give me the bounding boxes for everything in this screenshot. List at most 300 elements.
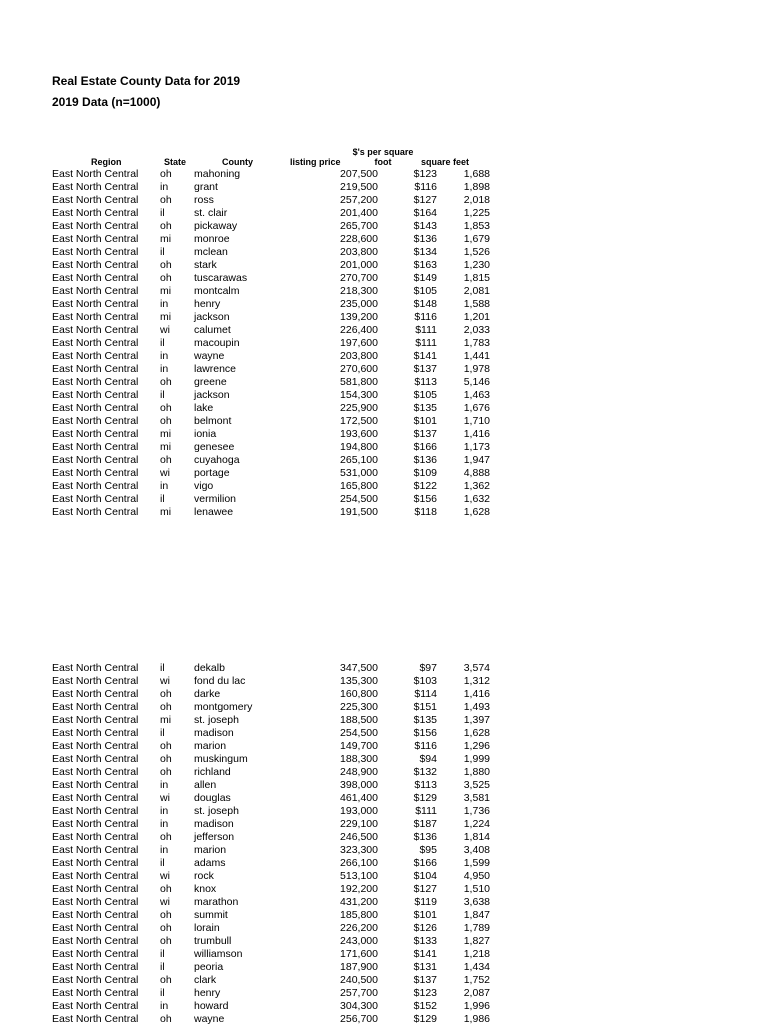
table-row <box>52 454 490 467</box>
cell-county: richland <box>194 766 231 778</box>
cell-state: oh <box>160 766 172 778</box>
cell-sqft: 1,628 <box>463 727 490 739</box>
cell-state: oh <box>160 922 172 934</box>
table-row <box>52 168 490 181</box>
cell-sqft: 1,679 <box>463 233 490 245</box>
cell-price: 513,100 <box>340 870 378 882</box>
table-row <box>52 207 490 220</box>
table-row <box>52 311 490 324</box>
table-row <box>52 935 490 948</box>
table-row <box>52 831 490 844</box>
cell-ppsf: $187 <box>413 818 437 830</box>
cell-sqft: 3,581 <box>463 792 490 804</box>
cell-ppsf: $95 <box>419 844 437 856</box>
document-title: Real Estate County Data for 2019 <box>52 74 241 88</box>
cell-ppsf: $94 <box>419 753 437 765</box>
cell-region: East North Central <box>52 844 139 856</box>
cell-price: 219,500 <box>340 181 378 193</box>
cell-county: clark <box>194 974 217 986</box>
cell-price: 240,500 <box>340 974 378 986</box>
header-listing-price: listing price <box>290 157 341 167</box>
table-row <box>52 1000 490 1013</box>
data-table-top <box>52 168 490 519</box>
cell-region: East North Central <box>52 207 139 219</box>
table-row <box>52 870 490 883</box>
cell-sqft: 2,033 <box>463 324 490 336</box>
cell-ppsf: $116 <box>414 311 437 323</box>
cell-region: East North Central <box>52 857 139 869</box>
cell-region: East North Central <box>52 896 139 908</box>
cell-county: henry <box>194 298 221 310</box>
cell-ppsf: $137 <box>413 974 437 986</box>
table-row <box>52 805 490 818</box>
table-row <box>52 675 490 688</box>
cell-region: East North Central <box>52 753 139 765</box>
header-region: Region <box>91 157 122 167</box>
cell-county: lake <box>194 402 214 414</box>
cell-state: il <box>160 727 165 739</box>
table-row <box>52 896 490 909</box>
cell-county: portage <box>194 467 230 479</box>
table-row <box>52 857 490 870</box>
cell-region: East North Central <box>52 688 139 700</box>
cell-ppsf: $152 <box>413 1000 437 1012</box>
cell-state: oh <box>160 415 172 427</box>
cell-state: oh <box>160 883 172 895</box>
cell-county: calumet <box>194 324 231 336</box>
table-row <box>52 909 490 922</box>
table-row <box>52 766 490 779</box>
cell-ppsf: $148 <box>413 298 437 310</box>
cell-sqft: 1,416 <box>463 688 490 700</box>
cell-price: 246,500 <box>340 831 378 843</box>
cell-price: 203,800 <box>340 246 378 258</box>
cell-region: East North Central <box>52 662 139 674</box>
cell-county: stark <box>194 259 217 271</box>
table-row <box>52 389 490 402</box>
table-row <box>52 792 490 805</box>
cell-ppsf: $143 <box>413 220 437 232</box>
cell-price: 398,000 <box>340 779 378 791</box>
cell-region: East North Central <box>52 415 139 427</box>
cell-price: 191,500 <box>340 506 378 518</box>
cell-state: oh <box>160 168 172 180</box>
cell-county: st. joseph <box>194 714 239 726</box>
cell-ppsf: $133 <box>413 935 437 947</box>
cell-region: East North Central <box>52 961 139 973</box>
cell-price: 185,800 <box>340 909 378 921</box>
cell-sqft: 1,510 <box>463 883 490 895</box>
cell-ppsf: $127 <box>413 883 437 895</box>
cell-ppsf: $151 <box>413 701 437 713</box>
cell-state: il <box>160 207 165 219</box>
header-county: County <box>222 157 253 167</box>
cell-sqft: 1,397 <box>463 714 490 726</box>
table-row <box>52 285 490 298</box>
cell-ppsf: $116 <box>414 740 437 752</box>
cell-ppsf: $103 <box>413 675 437 687</box>
cell-ppsf: $156 <box>413 493 437 505</box>
cell-price: 194,800 <box>340 441 378 453</box>
cell-sqft: 1,201 <box>463 311 490 323</box>
cell-sqft: 1,880 <box>463 766 490 778</box>
cell-county: marion <box>194 844 227 856</box>
cell-price: 192,200 <box>340 883 378 895</box>
cell-price: 171,600 <box>340 948 378 960</box>
cell-price: 228,600 <box>340 233 378 245</box>
cell-region: East North Central <box>52 324 139 336</box>
cell-price: 235,000 <box>340 298 378 310</box>
cell-county: st. clair <box>194 207 228 219</box>
cell-ppsf: $97 <box>419 662 437 674</box>
cell-ppsf: $118 <box>414 506 437 518</box>
cell-region: East North Central <box>52 818 139 830</box>
cell-region: East North Central <box>52 883 139 895</box>
cell-ppsf: $123 <box>413 987 437 999</box>
cell-sqft: 1,676 <box>463 402 490 414</box>
table-row <box>52 233 490 246</box>
cell-state: oh <box>160 402 172 414</box>
cell-ppsf: $163 <box>413 259 437 271</box>
header-price-per-sqft-line2: foot <box>374 157 392 167</box>
table-row <box>52 922 490 935</box>
cell-region: East North Central <box>52 246 139 258</box>
table-row <box>52 493 490 506</box>
cell-sqft: 1,814 <box>463 831 490 843</box>
cell-region: East North Central <box>52 740 139 752</box>
cell-county: marathon <box>194 896 239 908</box>
cell-region: East North Central <box>52 909 139 921</box>
cell-state: in <box>160 818 169 830</box>
cell-county: marion <box>194 740 227 752</box>
cell-sqft: 1,173 <box>463 441 490 453</box>
cell-region: East North Central <box>52 337 139 349</box>
cell-price: 225,900 <box>340 402 378 414</box>
table-row <box>52 181 490 194</box>
cell-sqft: 1,434 <box>463 961 490 973</box>
cell-price: 135,300 <box>340 675 378 687</box>
cell-ppsf: $166 <box>413 857 437 869</box>
cell-region: East North Central <box>52 181 139 193</box>
cell-price: 172,500 <box>340 415 378 427</box>
cell-county: tuscarawas <box>194 272 248 284</box>
table-row <box>52 194 490 207</box>
cell-sqft: 1,599 <box>463 857 490 869</box>
cell-price: 256,700 <box>340 1013 378 1025</box>
table-row <box>52 701 490 714</box>
cell-state: il <box>160 246 165 258</box>
cell-state: in <box>160 844 169 856</box>
cell-price: 531,000 <box>340 467 378 479</box>
cell-sqft: 2,081 <box>463 285 490 297</box>
cell-sqft: 1,947 <box>463 454 490 466</box>
cell-price: 229,100 <box>340 818 378 830</box>
cell-price: 581,800 <box>340 376 378 388</box>
cell-ppsf: $156 <box>413 727 437 739</box>
cell-price: 431,200 <box>340 896 378 908</box>
cell-region: East North Central <box>52 1000 139 1012</box>
cell-region: East North Central <box>52 376 139 388</box>
cell-sqft: 1,978 <box>463 363 490 375</box>
cell-price: 188,500 <box>340 714 378 726</box>
header-price-per-sqft-line1: $'s per square <box>352 147 414 157</box>
cell-price: 304,300 <box>340 1000 378 1012</box>
cell-state: oh <box>160 220 172 232</box>
cell-price: 225,300 <box>340 701 378 713</box>
cell-state: il <box>160 987 165 999</box>
cell-ppsf: $105 <box>413 389 437 401</box>
cell-ppsf: $127 <box>413 194 437 206</box>
header-price-per-sqft <box>350 147 416 167</box>
cell-county: belmont <box>194 415 232 427</box>
cell-state: oh <box>160 1013 172 1025</box>
cell-ppsf: $141 <box>413 350 437 362</box>
cell-state: il <box>160 961 165 973</box>
cell-county: darke <box>194 688 221 700</box>
cell-county: lorain <box>194 922 220 934</box>
cell-county: muskingum <box>194 753 248 765</box>
cell-price: 218,300 <box>340 285 378 297</box>
cell-ppsf: $149 <box>413 272 437 284</box>
cell-region: East North Central <box>52 948 139 960</box>
table-row <box>52 662 490 675</box>
cell-region: East North Central <box>52 714 139 726</box>
cell-state: mi <box>160 714 172 726</box>
cell-ppsf: $126 <box>413 922 437 934</box>
cell-county: allen <box>194 779 217 791</box>
cell-state: il <box>160 662 165 674</box>
cell-state: il <box>160 493 165 505</box>
cell-ppsf: $101 <box>413 415 437 427</box>
cell-sqft: 2,087 <box>463 987 490 999</box>
cell-price: 139,200 <box>340 311 378 323</box>
cell-sqft: 1,441 <box>463 350 490 362</box>
cell-sqft: 3,638 <box>463 896 490 908</box>
table-row <box>52 987 490 1000</box>
cell-sqft: 1,789 <box>463 922 490 934</box>
table-row <box>52 779 490 792</box>
cell-state: wi <box>160 792 170 804</box>
cell-ppsf: $136 <box>413 454 437 466</box>
cell-ppsf: $135 <box>413 714 437 726</box>
cell-ppsf: $123 <box>413 168 437 180</box>
cell-sqft: 1,218 <box>463 948 490 960</box>
cell-region: East North Central <box>52 350 139 362</box>
cell-region: East North Central <box>52 428 139 440</box>
table-row <box>52 441 490 454</box>
cell-state: oh <box>160 935 172 947</box>
cell-region: East North Central <box>52 974 139 986</box>
cell-region: East North Central <box>52 272 139 284</box>
cell-sqft: 1,628 <box>463 506 490 518</box>
cell-state: mi <box>160 506 172 518</box>
cell-region: East North Central <box>52 701 139 713</box>
cell-state: il <box>160 389 165 401</box>
cell-price: 154,300 <box>340 389 378 401</box>
table-row <box>52 259 490 272</box>
header-square-feet: square feet <box>421 157 470 167</box>
cell-sqft: 1,996 <box>463 1000 490 1012</box>
cell-region: East North Central <box>52 1013 139 1025</box>
cell-county: trumbull <box>194 935 232 947</box>
cell-price: 197,600 <box>340 337 378 349</box>
cell-ppsf: $105 <box>413 285 437 297</box>
cell-region: East North Central <box>52 259 139 271</box>
table-row <box>52 402 490 415</box>
cell-state: wi <box>160 324 170 336</box>
cell-county: cuyahoga <box>194 454 240 466</box>
cell-ppsf: $109 <box>413 467 437 479</box>
cell-county: madison <box>194 818 234 830</box>
cell-ppsf: $122 <box>413 480 437 492</box>
cell-county: montcalm <box>194 285 240 297</box>
cell-sqft: 1,526 <box>463 246 490 258</box>
cell-state: oh <box>160 454 172 466</box>
cell-price: 201,000 <box>340 259 378 271</box>
cell-county: genesee <box>194 441 235 453</box>
cell-county: wayne <box>194 350 225 362</box>
cell-price: 207,500 <box>340 168 378 180</box>
table-row <box>52 415 490 428</box>
cell-sqft: 1,827 <box>463 935 490 947</box>
cell-price: 187,900 <box>340 961 378 973</box>
cell-sqft: 1,362 <box>463 480 490 492</box>
cell-price: 193,600 <box>340 428 378 440</box>
cell-county: greene <box>194 376 227 388</box>
cell-ppsf: $113 <box>414 779 437 791</box>
cell-price: 160,800 <box>340 688 378 700</box>
cell-county: mahoning <box>194 168 241 180</box>
table-row <box>52 753 490 766</box>
cell-state: oh <box>160 376 172 388</box>
cell-sqft: 1,710 <box>463 415 490 427</box>
cell-sqft: 1,588 <box>463 298 490 310</box>
table-row <box>52 337 490 350</box>
cell-ppsf: $137 <box>413 428 437 440</box>
cell-state: mi <box>160 285 172 297</box>
cell-region: East North Central <box>52 441 139 453</box>
cell-region: East North Central <box>52 298 139 310</box>
cell-county: ross <box>194 194 214 206</box>
table-row <box>52 363 490 376</box>
table-row <box>52 844 490 857</box>
cell-county: peoria <box>194 961 224 973</box>
cell-county: pickaway <box>194 220 238 232</box>
cell-price: 188,300 <box>340 753 378 765</box>
cell-region: East North Central <box>52 480 139 492</box>
cell-county: ionia <box>194 428 217 440</box>
document-subtitle: 2019 Data (n=1000) <box>52 95 161 109</box>
cell-state: oh <box>160 194 172 206</box>
table-row <box>52 948 490 961</box>
table-row <box>52 727 490 740</box>
cell-ppsf: $104 <box>413 870 437 882</box>
cell-sqft: 4,950 <box>463 870 490 882</box>
cell-sqft: 1,416 <box>463 428 490 440</box>
cell-sqft: 4,888 <box>463 467 490 479</box>
cell-county: williamson <box>194 948 243 960</box>
cell-state: oh <box>160 688 172 700</box>
cell-state: in <box>160 480 169 492</box>
table-row <box>52 688 490 701</box>
cell-county: summit <box>194 909 228 921</box>
header-state: State <box>164 157 187 167</box>
cell-sqft: 1,736 <box>463 805 490 817</box>
cell-county: st. joseph <box>194 805 239 817</box>
cell-state: mi <box>160 428 172 440</box>
cell-price: 193,000 <box>340 805 378 817</box>
cell-sqft: 1,225 <box>463 207 490 219</box>
table-row <box>52 714 490 727</box>
cell-sqft: 1,296 <box>463 740 490 752</box>
cell-county: lenawee <box>194 506 234 518</box>
table-row <box>52 974 490 987</box>
cell-ppsf: $113 <box>414 376 437 388</box>
cell-state: in <box>160 363 169 375</box>
table-row <box>52 818 490 831</box>
cell-price: 165,800 <box>340 480 378 492</box>
table-row <box>52 883 490 896</box>
cell-state: oh <box>160 909 172 921</box>
cell-sqft: 1,230 <box>463 259 490 271</box>
cell-price: 254,500 <box>340 727 378 739</box>
table-row <box>52 376 490 389</box>
cell-sqft: 3,574 <box>463 662 490 674</box>
table-row <box>52 220 490 233</box>
cell-region: East North Central <box>52 168 139 180</box>
table-row <box>52 740 490 753</box>
cell-region: East North Central <box>52 506 139 518</box>
cell-state: in <box>160 181 169 193</box>
table-row <box>52 350 490 363</box>
cell-state: il <box>160 857 165 869</box>
cell-county: madison <box>194 727 234 739</box>
cell-state: oh <box>160 740 172 752</box>
cell-ppsf: $131 <box>413 961 437 973</box>
cell-region: East North Central <box>52 922 139 934</box>
cell-price: 203,800 <box>340 350 378 362</box>
cell-region: East North Central <box>52 454 139 466</box>
cell-county: adams <box>194 857 226 869</box>
cell-state: wi <box>160 675 170 687</box>
cell-price: 201,400 <box>340 207 378 219</box>
cell-price: 243,000 <box>340 935 378 947</box>
cell-sqft: 1,632 <box>463 493 490 505</box>
cell-ppsf: $111 <box>415 324 437 336</box>
cell-sqft: 3,525 <box>463 779 490 791</box>
cell-region: East North Central <box>52 935 139 947</box>
cell-sqft: 1,224 <box>463 818 490 830</box>
cell-county: dekalb <box>194 662 225 674</box>
cell-county: montgomery <box>194 701 253 713</box>
cell-ppsf: $166 <box>413 441 437 453</box>
cell-state: mi <box>160 311 172 323</box>
cell-sqft: 2,018 <box>463 194 490 206</box>
table-row <box>52 272 490 285</box>
cell-region: East North Central <box>52 220 139 232</box>
cell-region: East North Central <box>52 766 139 778</box>
cell-price: 149,700 <box>340 740 378 752</box>
cell-region: East North Central <box>52 363 139 375</box>
cell-sqft: 1,999 <box>463 753 490 765</box>
cell-state: oh <box>160 701 172 713</box>
table-row <box>52 480 490 493</box>
cell-ppsf: $129 <box>413 1013 437 1025</box>
cell-price: 257,700 <box>340 987 378 999</box>
cell-county: jackson <box>194 311 230 323</box>
cell-price: 248,900 <box>340 766 378 778</box>
cell-ppsf: $129 <box>413 792 437 804</box>
